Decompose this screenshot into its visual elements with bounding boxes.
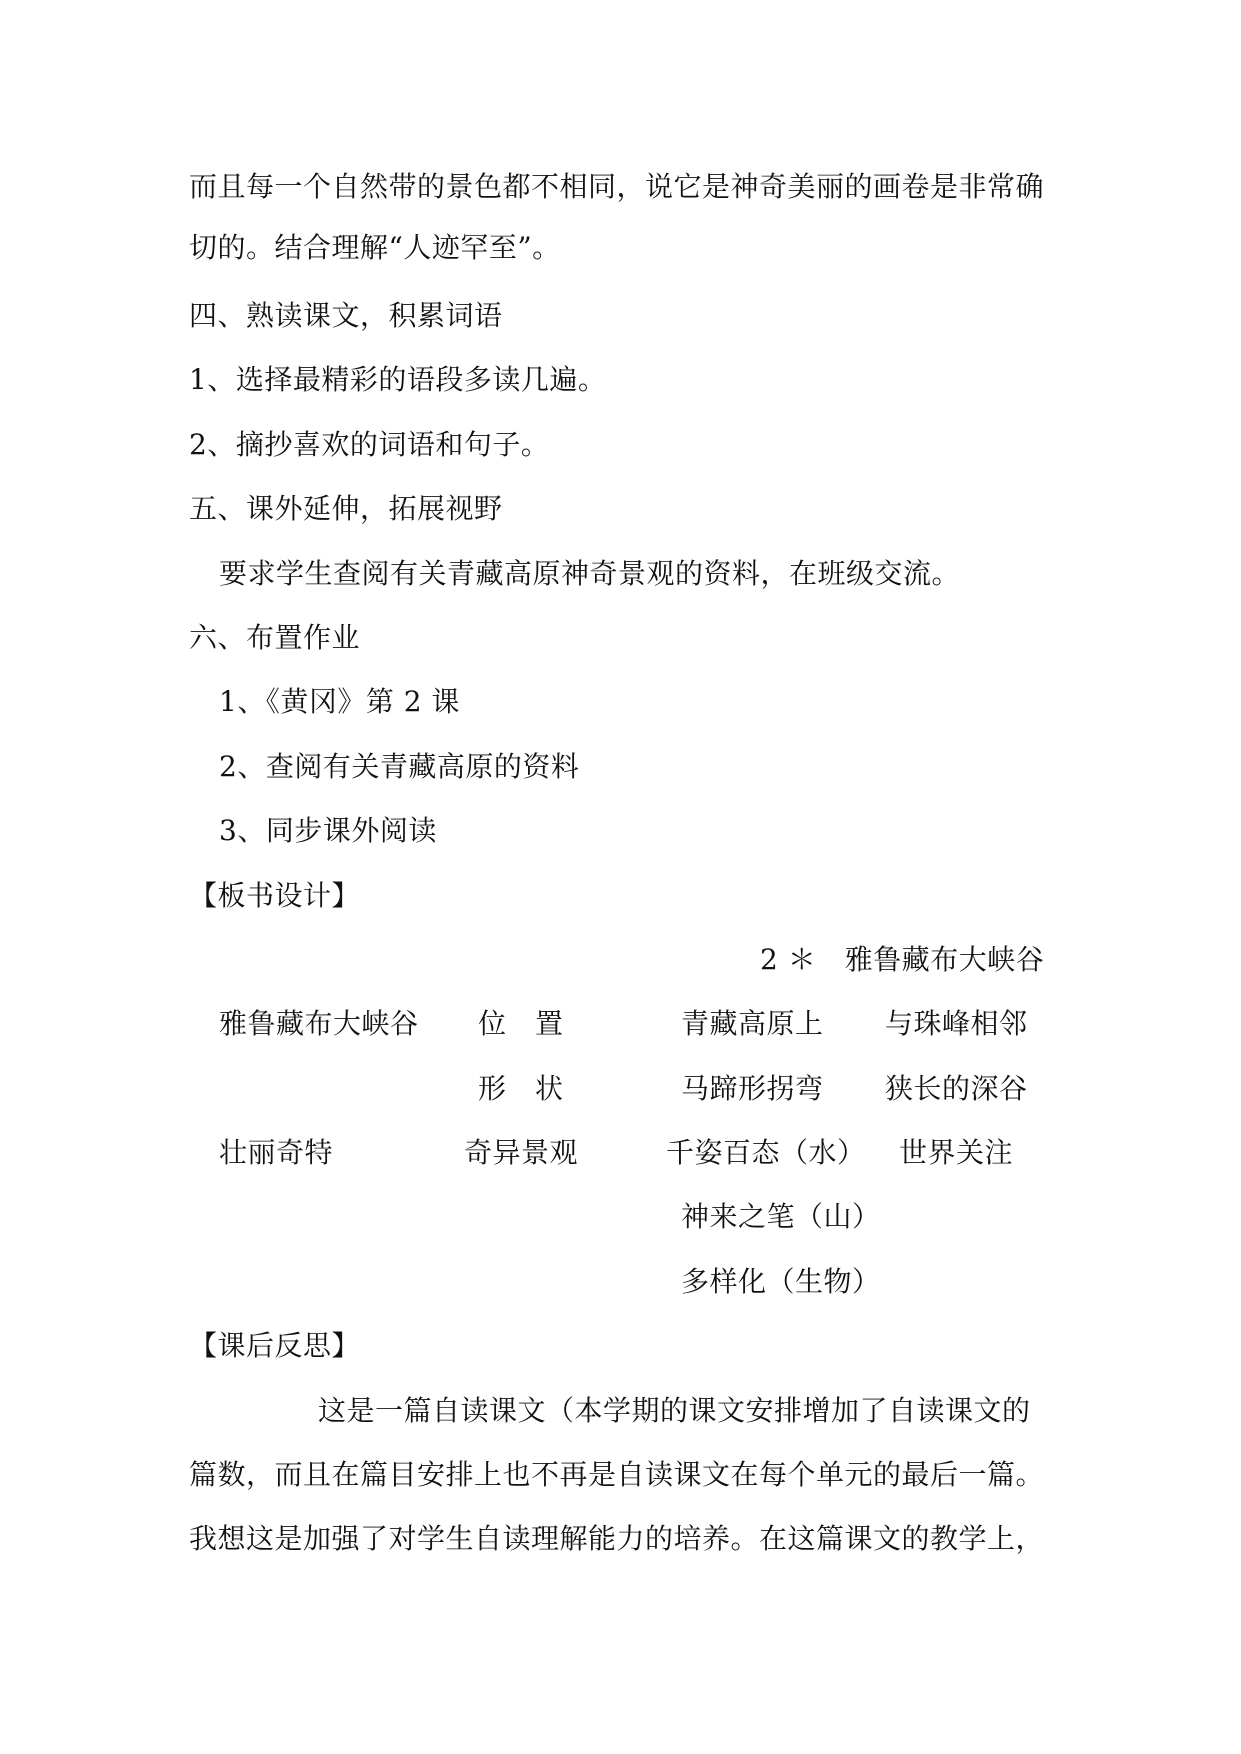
section-heading: 六、布置作业 xyxy=(189,621,361,654)
paragraph-line: 我想这是加强了对学生自读理解能力的培养。在这篇课文的教学上， xyxy=(189,1522,1045,1555)
board-cell: 壮丽奇特 xyxy=(219,1136,334,1169)
board-cell: 形 状 xyxy=(478,1072,564,1105)
board-cell: 世界关注 xyxy=(899,1136,1014,1169)
paragraph-line: 这是一篇自读课文（本学期的课文安排增加了自读课文的 xyxy=(318,1394,1031,1427)
board-cell: 神来之笔（山） xyxy=(681,1200,881,1233)
section-heading: 四、熟读课文，积累词语 xyxy=(189,299,503,332)
board-cell: 多样化（生物） xyxy=(681,1265,881,1298)
board-cell: 与珠峰相邻 xyxy=(885,1007,1028,1040)
section-heading: 【板书设计】 xyxy=(189,879,361,912)
list-item: 1、选择最精彩的语段多读几遍。 xyxy=(189,363,607,396)
list-item: 2、查阅有关青藏高原的资料 xyxy=(219,750,580,783)
paragraph-line: 而且每一个自然带的景色都不相同，说它是神奇美丽的画卷是非常确 xyxy=(189,170,1045,203)
paragraph-line: 要求学生查阅有关青藏高原神奇景观的资料，在班级交流。 xyxy=(219,557,961,590)
paragraph-line: 切的。结合理解“人迹罕至”。 xyxy=(189,231,561,264)
board-cell: 千姿百态（水） xyxy=(666,1136,866,1169)
section-heading: 【课后反思】 xyxy=(189,1329,361,1362)
board-title: 2 ＊ 雅鲁藏布大峡谷 xyxy=(760,943,1045,976)
board-cell: 位 置 xyxy=(478,1007,564,1040)
list-item: 1、《黄冈》第 2 课 xyxy=(219,685,460,718)
board-cell: 狭长的深谷 xyxy=(885,1072,1028,1105)
paragraph-line: 篇数，而且在篇目安排上也不再是自读课文在每个单元的最后一篇。 xyxy=(189,1458,1045,1491)
board-cell: 马蹄形拐弯 xyxy=(681,1072,824,1105)
board-cell: 奇异景观 xyxy=(464,1136,579,1169)
board-cell: 青藏高原上 xyxy=(681,1007,824,1040)
list-item: 3、同步课外阅读 xyxy=(219,814,437,847)
list-item: 2、摘抄喜欢的词语和句子。 xyxy=(189,428,550,461)
section-heading: 五、课外延伸，拓展视野 xyxy=(189,492,503,525)
board-cell: 雅鲁藏布大峡谷 xyxy=(219,1007,419,1040)
